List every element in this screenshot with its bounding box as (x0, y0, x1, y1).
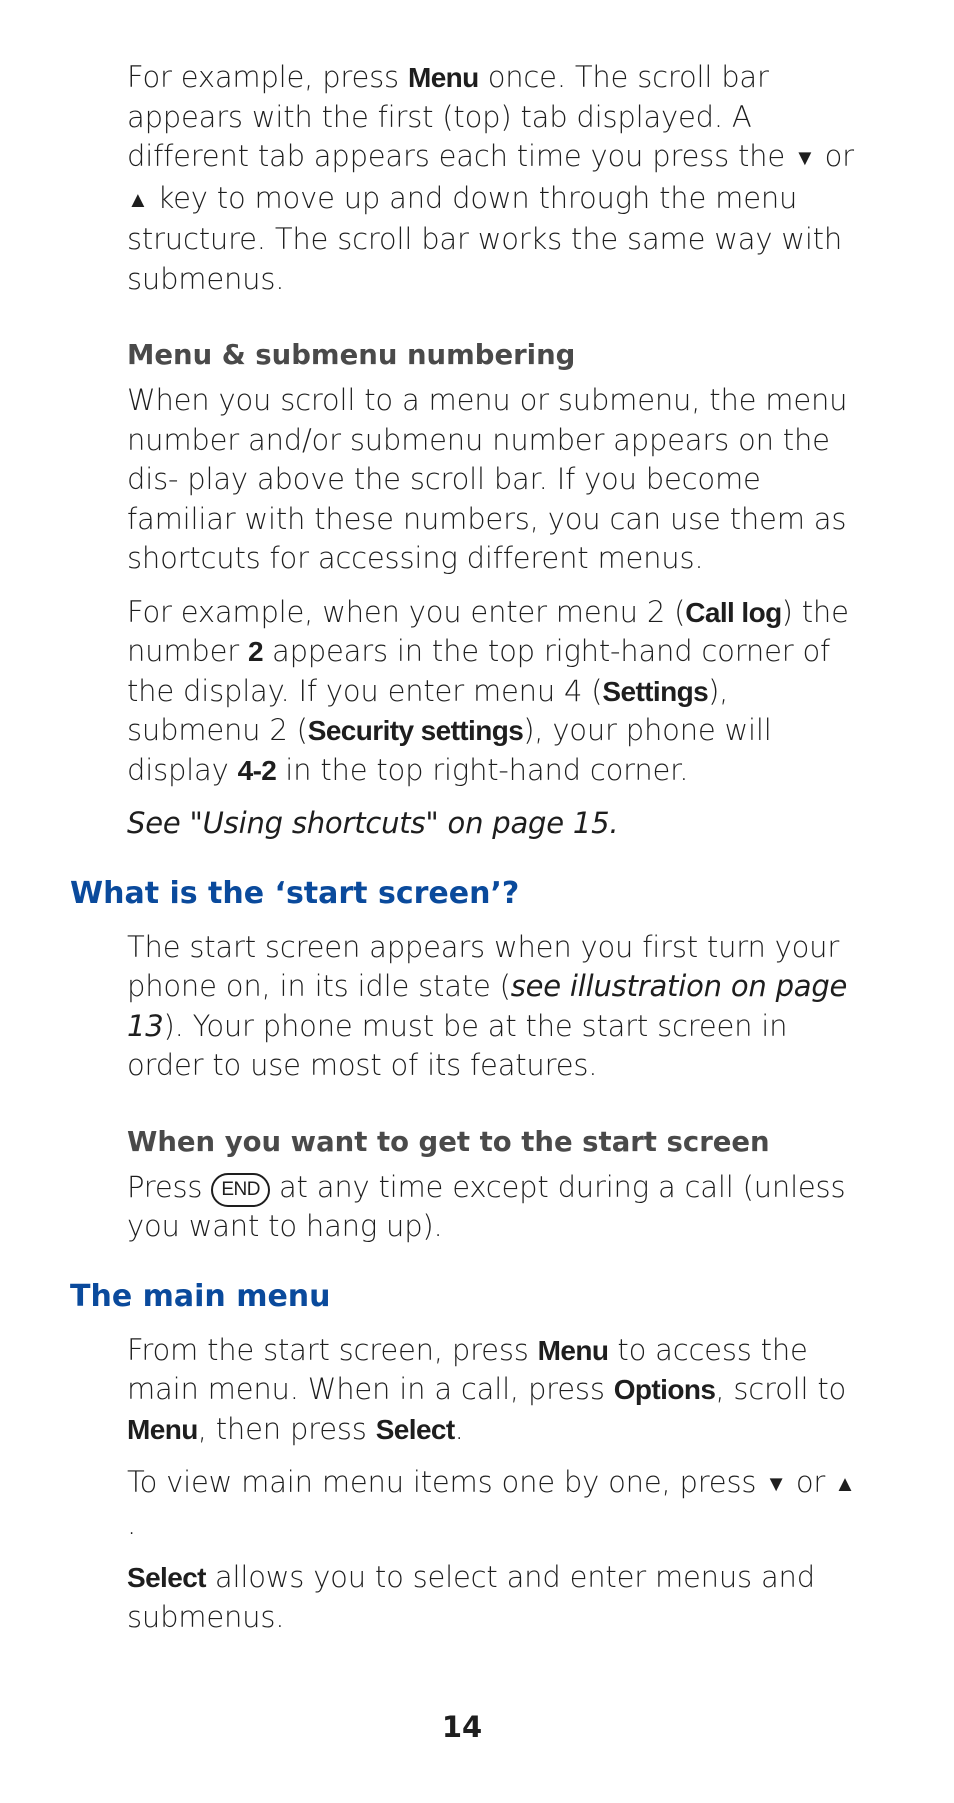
security-settings-label: Security settings (307, 715, 524, 746)
menu-key-label: Menu (407, 62, 479, 93)
main-menu-heading: The main menu (70, 1278, 331, 1314)
up-arrow-icon: ▲ (834, 1472, 856, 1497)
menu-key-label: Menu (537, 1334, 609, 1366)
numbering-heading: Menu & submenu numbering (127, 339, 576, 371)
main-menu-paragraph-2: To view main menu items one by one, press ▼ or ▲. (127, 1465, 856, 1541)
start-screen-heading: What is the ‘start screen’? (70, 875, 520, 911)
options-key-label: Options (613, 1374, 716, 1405)
menu-number-label: 2 (248, 636, 263, 667)
numbering-paragraph-1: When you scroll to a menu or submenu, the menu number and/or submenu number appears on the dis- play above the scroll bar. If you become familiar with these numbers, you can use them as shortcuts for accessing different menus. (127, 383, 848, 575)
main-menu-paragraph-3: Select allows you to select and enter menus and submenus. (127, 1560, 815, 1634)
select-key-label: Select (127, 1562, 206, 1593)
start-screen-paragraph: The start screen appears when you first turn your phone on, in its idle state (see illustration on page 13). Your phone must be at the start screen in order to use most of its features. (127, 929, 848, 1082)
settings-label: Settings (602, 675, 709, 707)
call-log-label: Call log (685, 596, 782, 628)
main-menu-section (127, 1331, 857, 1638)
submenu-number-label: 4-2 (237, 754, 277, 786)
menu-item-label: Menu (127, 1413, 198, 1445)
get-to-start-screen-heading: When you want to get to the start screen (127, 1125, 770, 1158)
numbering-section (127, 337, 857, 844)
numbering-paragraph-2: For example, when you enter menu 2 (Call log) the number 2 appears in the top right-hand corner of the display. If you enter menu 4 (Settings), submenu 2 (Security settings), your phone will display 4-2 in the top right-hand corner. (127, 594, 849, 787)
down-arrow-icon: ▼ (765, 1472, 787, 1497)
down-arrow-icon: ▼ (794, 146, 816, 171)
main-menu-paragraph-1: From the start screen, press Menu to access the main menu. When in a call, press Options, scroll to Menu, then press Select. (127, 1332, 847, 1446)
end-key-icon: END (211, 1173, 270, 1207)
intro-section (127, 58, 857, 299)
see-reference: See "Using shortcuts" on page 15. (127, 806, 619, 840)
intro-paragraph: For example, press Menu once. The scroll bar appears with the first (top) tab displayed. A different tab appears each time you press the ▼ or ▲ key to move up and down through the menu structure. The scroll bar works the same way with submenus. (127, 60, 854, 296)
page-number: 14 (441, 1710, 483, 1744)
up-arrow-icon: ▲ (127, 187, 149, 213)
end-key-paragraph: Press END at any time except during a call (unless you want to hang up). (127, 1169, 846, 1243)
start-screen-section (127, 928, 857, 1247)
illustration-reference: see illustration on page 13 (127, 969, 848, 1043)
select-key-label: Select (375, 1413, 455, 1445)
